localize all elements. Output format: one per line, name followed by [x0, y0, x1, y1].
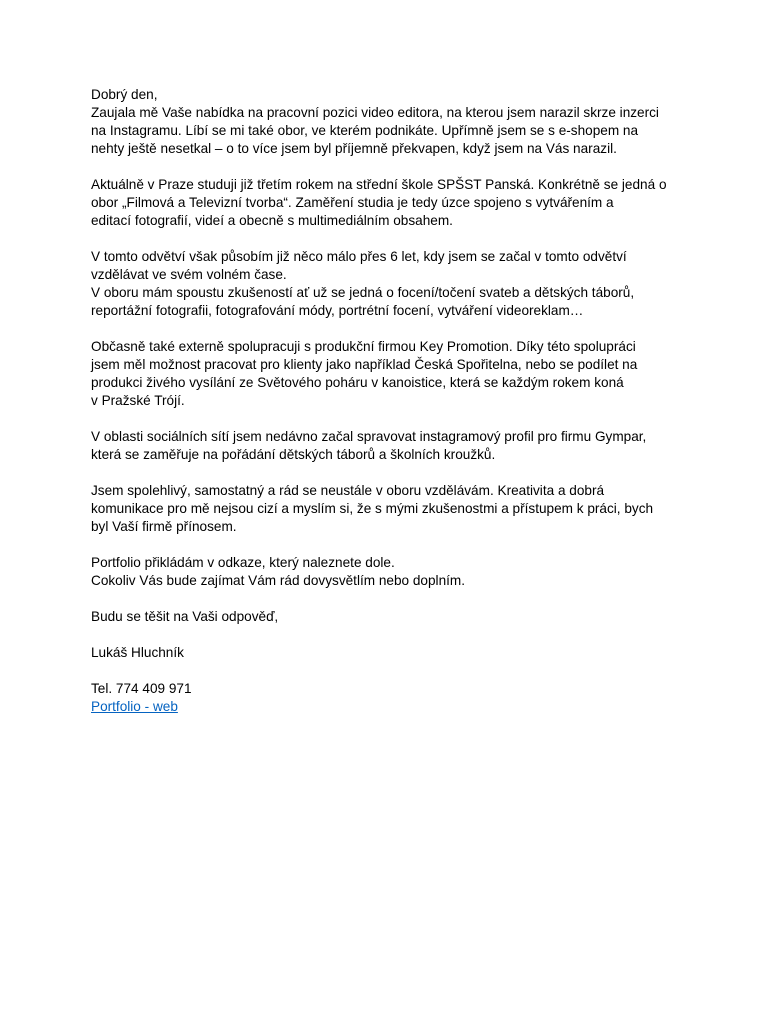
- paragraph-qualities: [91, 482, 681, 536]
- paragraph-line: Jsem spolehlivý, samostatný a rád se neustále v oboru vzdělávám. Kreativita a dobrá: [91, 483, 605, 498]
- paragraph-line: nehty ještě nesetkal – o to více jsem byl příjemně překvapen, když jsem na Vás narazil.: [91, 141, 617, 156]
- paragraph-line: Občasně také externě spolupracuji s produkční firmou Key Promotion. Díky této spolupráci: [91, 339, 636, 354]
- paragraph-line: Cokoliv Vás bude zajímat Vám rád dovysvětlím nebo doplním.: [91, 573, 466, 588]
- paragraph-spacer: [91, 464, 681, 482]
- paragraph-social-media: [91, 428, 681, 464]
- paragraph-line: Aktuálně v Praze studuji již třetím rokem na střední škole SPŠST Panská. Konkrétně se jedná o: [91, 177, 667, 192]
- paragraph-line: Portfolio přikládám v odkaze, který naleznete dole.: [91, 555, 395, 570]
- letter-body: [91, 86, 681, 716]
- paragraph-line: jsem měl možnost pracovat pro klienty jako například Česká Spořitelna, nebo se podílet na: [91, 357, 638, 372]
- phone-number: Tel. 774 409 971: [91, 681, 192, 696]
- paragraph-line: Zaujala mě Vaše nabídka na pracovní pozici video editora, na kterou jsem narazil skrze inzerci: [91, 105, 659, 120]
- closing-line: Budu se těšit na Vaši odpověď,: [91, 609, 279, 624]
- paragraph-spacer: [91, 230, 681, 248]
- paragraph-spacer: [91, 536, 681, 554]
- paragraph-studies: [91, 176, 681, 230]
- paragraph-experience: [91, 248, 681, 320]
- paragraph-line: na Instagramu. Líbí se mi také obor, ve kterém podnikáte. Upřímně jsem se s e-shopem na: [91, 123, 639, 138]
- paragraph-line: produkci živého vysílání ze Světového poháru v kanoistice, která se každým rokem koná: [91, 375, 624, 390]
- paragraph-line: obor „Filmová a Televizní tvorba“. Zaměření studia je tedy úzce spojeno s vytvářením a: [91, 195, 614, 210]
- signature-name: Lukáš Hluchník: [91, 645, 184, 660]
- paragraph-spacer: [91, 320, 681, 338]
- paragraph-spacer: [91, 662, 681, 680]
- paragraph-line: reportážní fotografii, fotografování módy, portrétní focení, vytváření videoreklam…: [91, 303, 584, 318]
- paragraph-line: V tomto odvětví však působím již něco málo přes 6 let, kdy jsem se začal v tomto odvětví: [91, 249, 627, 264]
- paragraph-line: v Pražské Trójí.: [91, 393, 185, 408]
- paragraph-line: komunikace pro mě nejsou cizí a myslím si, že s mými zkušenostmi a přístupem k práci, bych: [91, 501, 654, 516]
- paragraph-intro: [91, 104, 681, 158]
- portfolio-link[interactable]: Portfolio - web: [91, 699, 178, 714]
- paragraph-line: V oboru mám spoustu zkušeností ať už se jedná o focení/točení svateb a dětských táborů,: [91, 285, 635, 300]
- paragraph-line: vzdělávat ve svém volném čase.: [91, 267, 287, 282]
- paragraph-portfolio: [91, 554, 681, 590]
- paragraph-line: která se zaměřuje na pořádání dětských táborů a školních kroužků.: [91, 447, 496, 462]
- paragraph-line: byl Vaší firmě přínosem.: [91, 519, 237, 534]
- paragraph-spacer: [91, 158, 681, 176]
- paragraph-spacer: [91, 626, 681, 644]
- greeting: Dobrý den,: [91, 87, 158, 102]
- paragraph-spacer: [91, 590, 681, 608]
- paragraph-line: editací fotografií, videí a obecně s multimediálním obsahem.: [91, 213, 453, 228]
- paragraph-spacer: [91, 410, 681, 428]
- paragraph-collaboration: [91, 338, 681, 410]
- portfolio-line: [91, 698, 681, 716]
- paragraph-line: V oblasti sociálních sítí jsem nedávno začal spravovat instagramový profil pro firmu Gympar,: [91, 429, 647, 444]
